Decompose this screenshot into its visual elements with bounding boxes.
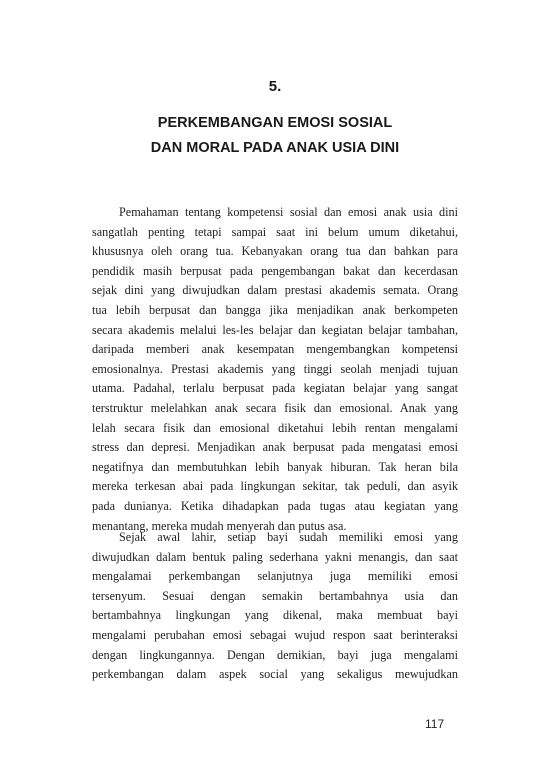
text-line: sejak dini yang diwujudkan dalam prestasi akademis semata. Orang: [92, 283, 458, 298]
text-line: dengan lingkungannya. Dengan demikian, bayi juga mengalami: [92, 647, 458, 662]
text-line: lelah secara fisik dan emosional diketahui lebih rentan mengalami: [92, 420, 458, 435]
text-line: Sejak awal lahir, setiap bayi sudah memiliki emosi yang: [119, 530, 458, 544]
text-line: mereka terkesan abai pada lingkungan sekitar, tak peduli, dan asyik: [92, 479, 458, 494]
text-line: utama. Padahal, terlalu berpusat pada kegiatan belajar yang sangat: [92, 381, 458, 396]
text-line: secara akademis melalui les-les belajar dan kegiatan belajar tambahan,: [92, 322, 458, 337]
text-line: khususnya oleh orang tua. Kebanyakan orang tua dan bahkan para: [92, 244, 458, 259]
paragraph-1: [92, 203, 458, 536]
text-line: sangatlah penting tetapi sampai saat ini belum umum diketahui,: [92, 224, 458, 239]
text-line: daripada memberi anak kesempatan mengembangkan kompetensi: [92, 342, 458, 357]
chapter-title-line-1: PERKEMBANGAN EMOSI SOSIAL: [157, 115, 393, 131]
page-number: 117: [425, 717, 445, 731]
text-line: diwujudkan dalam bentuk paling sederhana yakni menangis, dan saat: [92, 549, 458, 564]
chapter-title: [0, 111, 550, 161]
chapter-number: 5.: [268, 78, 282, 95]
text-line: menantang, mereka mudah menyerah dan putus asa.: [92, 518, 347, 533]
chapter-title-line-2: DAN MORAL PADA ANAK USIA DINI: [150, 140, 400, 156]
text-line: tua lebih berpusat dan bangga jika menjadikan anak berkompeten: [92, 302, 458, 317]
text-line: stress dan depresi. Menjadikan anak berpusat pada mengatasi emosi: [92, 440, 458, 455]
text-line: pada dunianya. Ketika dihadapkan pada tugas atau kegiatan yang: [92, 498, 458, 513]
text-line: emosionalnya. Prestasi akademis yang tinggi seolah menjadi tujuan: [92, 361, 458, 376]
text-line: pendidik masih berpusat pada pengembangan bakat dan kecerdasan: [92, 263, 458, 278]
text-line: bertambahnya lingkungan yang dikenal, maka membuat bayi: [92, 608, 458, 623]
text-line: negatifnya dan membutuhkan lebih banyak hiburan. Tak heran bila: [92, 459, 458, 474]
text-line: mengalamai perkembangan selanjutnya juga memiliki emosi: [92, 569, 458, 584]
text-line: terstruktur melelahkan anak secara fisik dan emosional. Anak yang: [92, 400, 458, 415]
text-line: Pemahaman tentang kompetensi sosial dan emosi anak usia dini: [119, 205, 458, 219]
text-line: perkembangan dalam aspek social yang sekaligus mewujudkan: [92, 667, 458, 682]
paragraph-2: [92, 528, 458, 685]
text-line: tersenyum. Sesuai dengan semakin bertambahnya usia dan: [92, 588, 458, 603]
text-line: mengalami perubahan emosi sebagai wujud respon saat berinteraksi: [92, 627, 458, 642]
